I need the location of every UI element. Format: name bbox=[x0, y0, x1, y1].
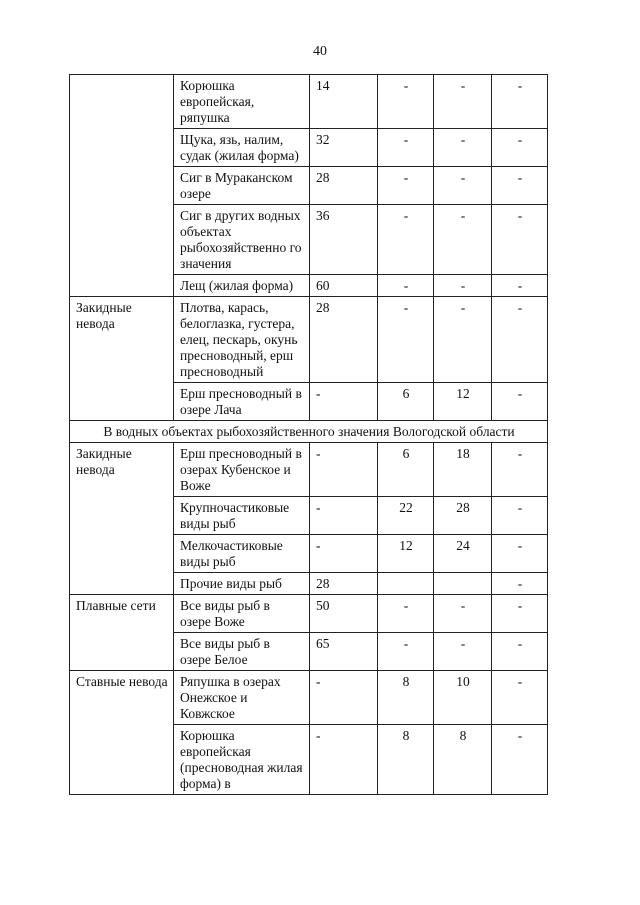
value-cell: - bbox=[492, 297, 548, 383]
value-cell: 6 bbox=[378, 443, 434, 497]
species-cell: Корюшка европейская, ряпушка bbox=[174, 75, 310, 129]
value-cell: - bbox=[310, 383, 378, 421]
value-cell: - bbox=[492, 205, 548, 275]
value-cell: 6 bbox=[378, 383, 434, 421]
gear-cell: Закидные невода bbox=[70, 297, 174, 421]
value-cell: 8 bbox=[378, 671, 434, 725]
value-cell: 24 bbox=[434, 535, 492, 573]
value-cell: - bbox=[378, 633, 434, 671]
value-cell: - bbox=[434, 129, 492, 167]
value-cell: - bbox=[378, 275, 434, 297]
value-cell: - bbox=[310, 725, 378, 795]
species-cell: Корюшка европейская (пресноводная жилая форма) в bbox=[174, 725, 310, 795]
table-row bbox=[70, 75, 548, 129]
table-row bbox=[70, 595, 548, 633]
value-cell: 8 bbox=[378, 725, 434, 795]
value-cell: - bbox=[434, 595, 492, 633]
value-cell: 28 bbox=[434, 497, 492, 535]
value-cell: 65 bbox=[310, 633, 378, 671]
species-cell: Сиг в Мураканском озере bbox=[174, 167, 310, 205]
value-cell: 10 bbox=[434, 671, 492, 725]
value-cell: - bbox=[492, 129, 548, 167]
gear-cell: Плавные сети bbox=[70, 595, 174, 671]
species-cell: Мелкочастиковые виды рыб bbox=[174, 535, 310, 573]
value-cell: - bbox=[492, 383, 548, 421]
value-cell: - bbox=[434, 205, 492, 275]
table-row bbox=[70, 297, 548, 383]
value-cell: - bbox=[378, 205, 434, 275]
table-row bbox=[70, 671, 548, 725]
value-cell: 50 bbox=[310, 595, 378, 633]
value-cell: - bbox=[310, 443, 378, 497]
value-cell: - bbox=[310, 497, 378, 535]
value-cell: 12 bbox=[378, 535, 434, 573]
species-cell: Плотва, карась, белоглазка, густера, елец, пескарь, окунь пресноводный, ерш пресноводный bbox=[174, 297, 310, 383]
gear-cell bbox=[70, 75, 174, 297]
value-cell: 8 bbox=[434, 725, 492, 795]
table-row bbox=[70, 443, 548, 497]
gear-cell: Закидные невода bbox=[70, 443, 174, 595]
value-cell: - bbox=[434, 167, 492, 205]
value-cell: - bbox=[378, 167, 434, 205]
value-cell: - bbox=[492, 275, 548, 297]
value-cell: - bbox=[492, 167, 548, 205]
value-cell: - bbox=[434, 75, 492, 129]
value-cell: - bbox=[492, 633, 548, 671]
value-cell: 60 bbox=[310, 275, 378, 297]
value-cell: 28 bbox=[310, 573, 378, 595]
value-cell: - bbox=[492, 443, 548, 497]
value-cell bbox=[378, 573, 434, 595]
species-cell: Ерш пресноводный в озере Лача bbox=[174, 383, 310, 421]
value-cell: - bbox=[492, 75, 548, 129]
value-cell: - bbox=[492, 595, 548, 633]
value-cell: - bbox=[434, 633, 492, 671]
value-cell: - bbox=[378, 75, 434, 129]
value-cell: 36 bbox=[310, 205, 378, 275]
species-cell: Ерш пресноводный в озерах Кубенское и Воже bbox=[174, 443, 310, 497]
value-cell: - bbox=[492, 497, 548, 535]
value-cell bbox=[434, 573, 492, 595]
species-cell: Все виды рыб в озере Белое bbox=[174, 633, 310, 671]
species-cell: Лещ (жилая форма) bbox=[174, 275, 310, 297]
species-cell: Ряпушка в озерах Онежское и Ковжское bbox=[174, 671, 310, 725]
value-cell: 14 bbox=[310, 75, 378, 129]
page-number: 40 bbox=[313, 44, 327, 59]
section-row bbox=[70, 421, 548, 443]
value-cell: 28 bbox=[310, 297, 378, 383]
fishing-gear-table bbox=[69, 74, 548, 795]
value-cell: 22 bbox=[378, 497, 434, 535]
value-cell: - bbox=[310, 535, 378, 573]
value-cell: - bbox=[492, 725, 548, 795]
value-cell: - bbox=[378, 129, 434, 167]
value-cell: - bbox=[434, 275, 492, 297]
value-cell: - bbox=[492, 535, 548, 573]
value-cell: - bbox=[492, 573, 548, 595]
species-cell: Сиг в других водных объектах рыбохозяйственно го значения bbox=[174, 205, 310, 275]
species-cell: Прочие виды рыб bbox=[174, 573, 310, 595]
value-cell: 12 bbox=[434, 383, 492, 421]
species-cell: Крупночастиковые виды рыб bbox=[174, 497, 310, 535]
value-cell: - bbox=[434, 297, 492, 383]
gear-cell: Ставные невода bbox=[70, 671, 174, 795]
value-cell: - bbox=[310, 671, 378, 725]
value-cell: - bbox=[378, 297, 434, 383]
species-cell: Все виды рыб в озере Воже bbox=[174, 595, 310, 633]
value-cell: - bbox=[378, 595, 434, 633]
section-title: В водных объектах рыбохозяйственного значения Вологодской области bbox=[70, 421, 548, 443]
value-cell: - bbox=[492, 671, 548, 725]
value-cell: 18 bbox=[434, 443, 492, 497]
value-cell: 28 bbox=[310, 167, 378, 205]
value-cell: 32 bbox=[310, 129, 378, 167]
species-cell: Щука, язь, налим, судак (жилая форма) bbox=[174, 129, 310, 167]
